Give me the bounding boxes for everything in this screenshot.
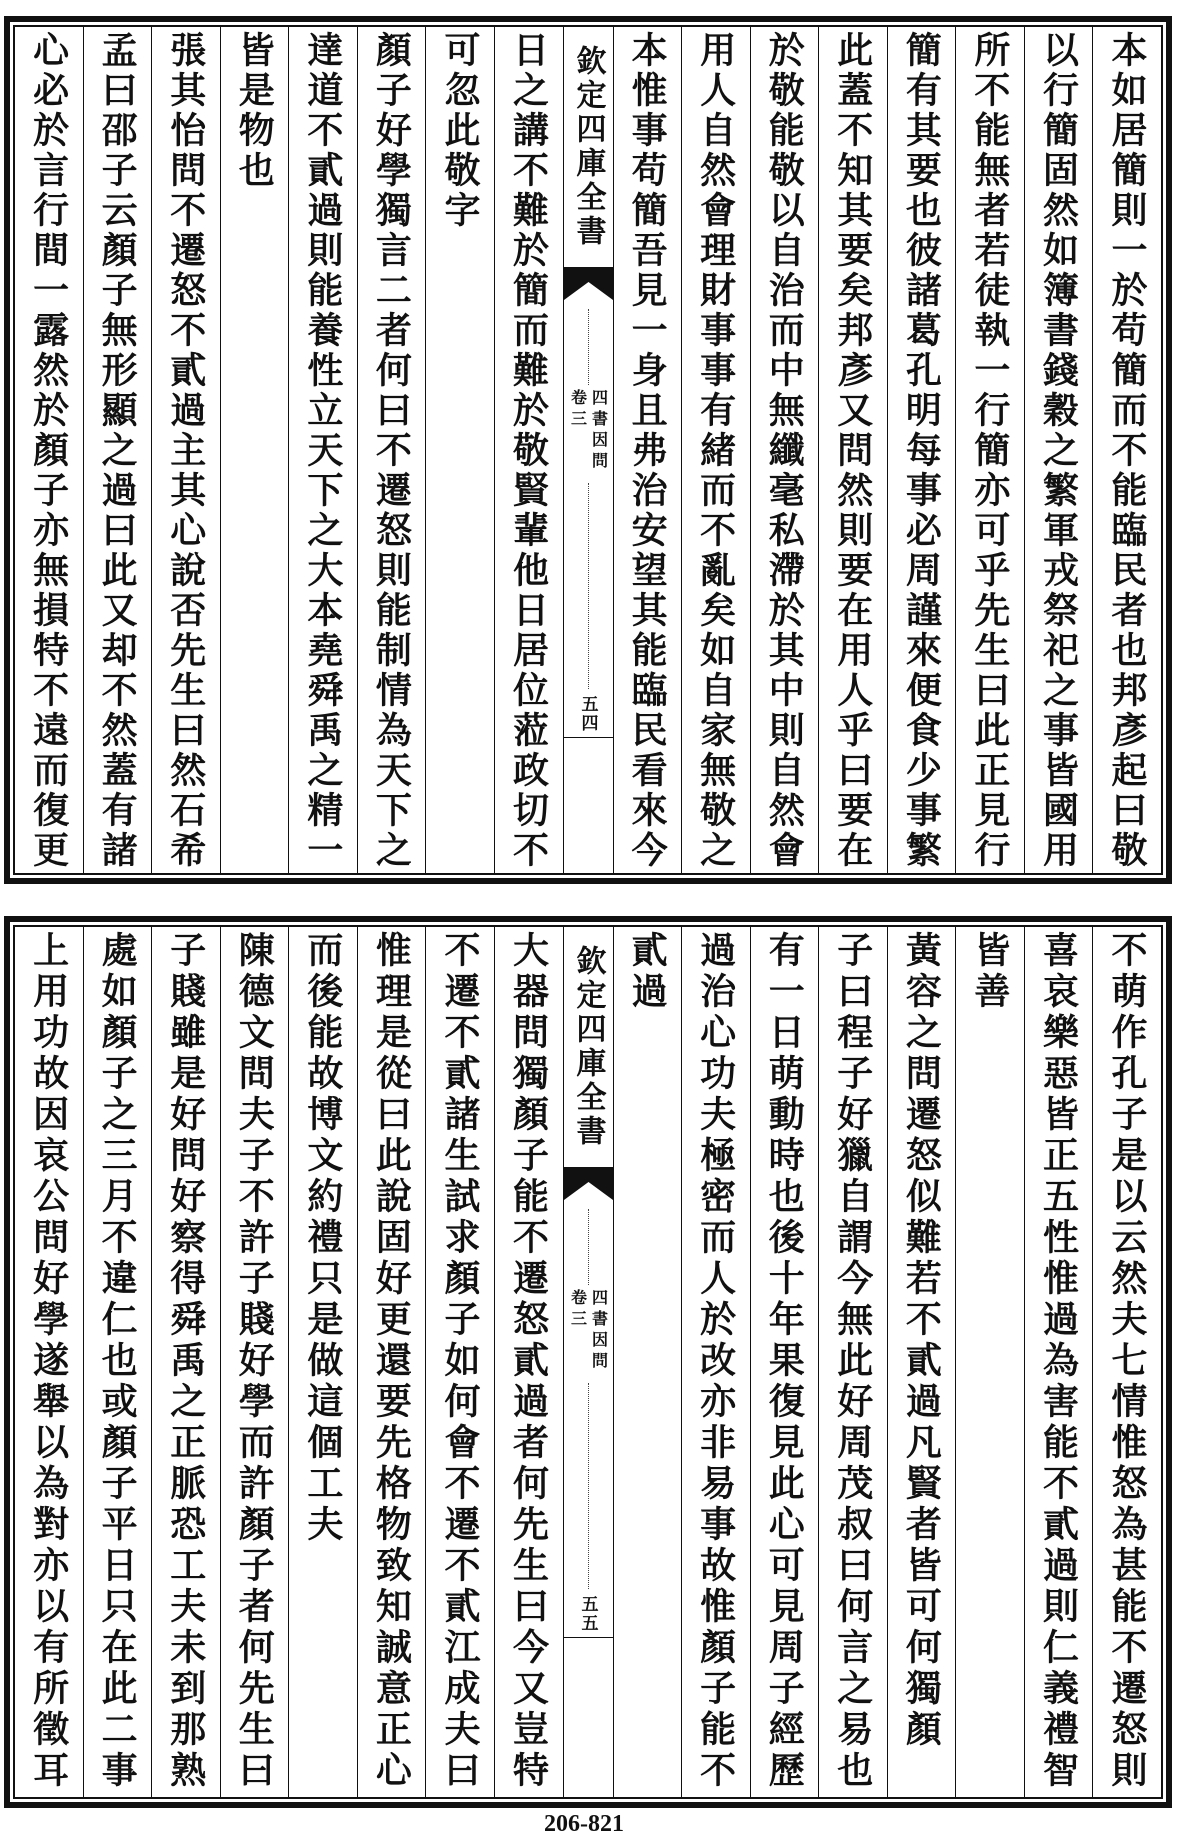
text-column	[819, 927, 888, 1797]
text-column	[495, 27, 564, 873]
center-labels	[564, 1289, 613, 1381]
text-column	[956, 927, 1025, 1797]
volume-label: 卷三	[568, 389, 588, 431]
page-panel-upper	[4, 16, 1172, 884]
divider-line	[564, 1637, 613, 1638]
column-text: 用人自然會理財事事有緒而不亂矣如自家無敬之	[694, 31, 737, 871]
dotted-line	[588, 1383, 589, 1589]
column-text: 達道不貳過則能養性立天下之大本堯舜禹之精一	[301, 31, 344, 871]
column-text: 處如顏子之三月不違仁也或顏子平日只在此二事	[96, 931, 139, 1792]
text-column	[614, 927, 683, 1797]
text-column	[888, 927, 957, 1797]
column-text: 不萌作孔子是以云然夫七情惟怒為甚能不遷怒則	[1106, 931, 1148, 1792]
column-text: 上用功故因哀公問好學遂舉以為對亦以有所徵耳	[27, 931, 70, 1792]
text-column	[751, 27, 820, 873]
text-column	[426, 27, 495, 873]
text-column	[15, 27, 84, 873]
dotted-line	[588, 1209, 589, 1285]
page-code: 206-821	[544, 1811, 624, 1837]
column-text: 皆善	[968, 931, 1011, 1013]
text-column	[1025, 927, 1094, 1797]
text-column	[495, 927, 564, 1797]
divider-line	[564, 737, 613, 738]
column-text: 所不能無者若徒執一行簡亦可乎先生曰此正見行	[968, 31, 1011, 871]
text-column	[956, 27, 1025, 873]
column-text: 喜哀樂惡皆正五性惟過為害能不貳過則仁義禮智	[1037, 931, 1080, 1792]
column-text: 陳德文問夫子不許子賤好學而許顏子者何先生曰	[233, 931, 276, 1792]
text-column	[358, 927, 427, 1797]
page-number: 五四	[577, 695, 598, 733]
column-text: 張其怡問不遷怒不貳過主其心說否先生曰然石希	[164, 31, 207, 871]
fishtail-ornament	[564, 267, 613, 303]
panel-frame	[13, 25, 1163, 875]
text-column	[15, 927, 84, 1797]
column-text: 子賤雖是好問好察得舜禹之正脈恐工夫未到那熟	[164, 931, 207, 1792]
column-text: 子曰程子好獵自謂今無此好周茂叔曰何言之易也	[831, 931, 874, 1792]
work-title: 四書因問	[589, 1289, 609, 1373]
text-column	[819, 27, 888, 873]
text-column	[358, 27, 427, 873]
column-text: 顏子好學獨言二者何曰不遷怒則能制情為天下之	[370, 31, 413, 871]
column-text: 過治心功夫極密而人於改亦非易事故惟顏子能不	[694, 931, 737, 1792]
column-text: 簡有其要也彼諸葛孔明每事必周謹來便食少事繁	[900, 31, 943, 871]
center-fold-column	[564, 27, 614, 873]
text-column	[289, 927, 358, 1797]
column-text: 可忽此敬字	[438, 31, 481, 231]
text-column	[221, 927, 290, 1797]
volume-label: 卷三	[568, 1289, 588, 1331]
text-column	[888, 27, 957, 873]
column-text: 日之講不難於簡而難於敬賢輩他日居位蒞政切不	[507, 31, 550, 871]
book-title: 欽定四庫全書	[570, 945, 606, 1149]
text-column	[1093, 27, 1161, 873]
page-panel-lower	[4, 916, 1172, 1808]
text-column	[751, 927, 820, 1797]
column-text: 而後能故博文約禮只是做這個工夫	[301, 931, 344, 1546]
panel-frame	[13, 925, 1163, 1799]
text-column	[682, 927, 751, 1797]
text-column	[426, 927, 495, 1797]
column-text: 本惟事苟簡吾見一身且弗治安望其能臨民看來今	[626, 31, 669, 871]
page-number: 五五	[577, 1595, 598, 1633]
column-text: 大器問獨顏子能不遷怒貳過者何先生曰今又豈特	[507, 931, 550, 1792]
column-text: 心必於言行間一露然於顏子亦無損特不遠而復更	[27, 31, 70, 871]
column-text: 不遷不貳諸生試求顏子如何會不遷不貳江成夫曰	[438, 931, 481, 1792]
text-column	[1093, 927, 1161, 1797]
dotted-line	[588, 483, 589, 689]
work-title: 四書因問	[589, 389, 609, 473]
book-title: 欽定四庫全書	[570, 45, 606, 249]
text-column	[152, 927, 221, 1797]
column-text: 有一日萌動時也後十年果復見此心可見周子經歷	[763, 931, 806, 1792]
column-text: 黃容之問遷怒似難若不貳過凡賢者皆可何獨顏	[900, 931, 943, 1751]
column-text: 惟理是從曰此說固好更還要先格物致知誠意正心	[370, 931, 413, 1792]
text-column	[1025, 27, 1094, 873]
text-column	[84, 27, 153, 873]
text-column	[614, 27, 683, 873]
center-fold-column	[564, 927, 614, 1797]
column-text: 本如居簡則一於苟簡而不能臨民者也邦彥起曰敬	[1106, 31, 1148, 871]
center-labels	[564, 389, 613, 481]
column-text: 此蓋不知其要矣邦彥又問然則要在用人乎曰要在	[831, 31, 874, 871]
text-column	[682, 27, 751, 873]
column-text: 貳過	[626, 931, 669, 1013]
fishtail-ornament	[564, 1167, 613, 1203]
column-text: 以行簡固然如簿書錢穀之繁軍戎祭祀之事皆國用	[1037, 31, 1080, 871]
dotted-line	[588, 309, 589, 385]
column-text: 於敬能敬以自治而中無纖毫私滯於其中則自然會	[763, 31, 806, 871]
text-column	[84, 927, 153, 1797]
column-text: 皆是物也	[233, 31, 276, 191]
column-text: 孟曰邵子云顏子無形顯之過曰此又却不然蓋有諸	[96, 31, 139, 871]
text-column	[152, 27, 221, 873]
text-column	[289, 27, 358, 873]
text-column	[221, 27, 290, 873]
